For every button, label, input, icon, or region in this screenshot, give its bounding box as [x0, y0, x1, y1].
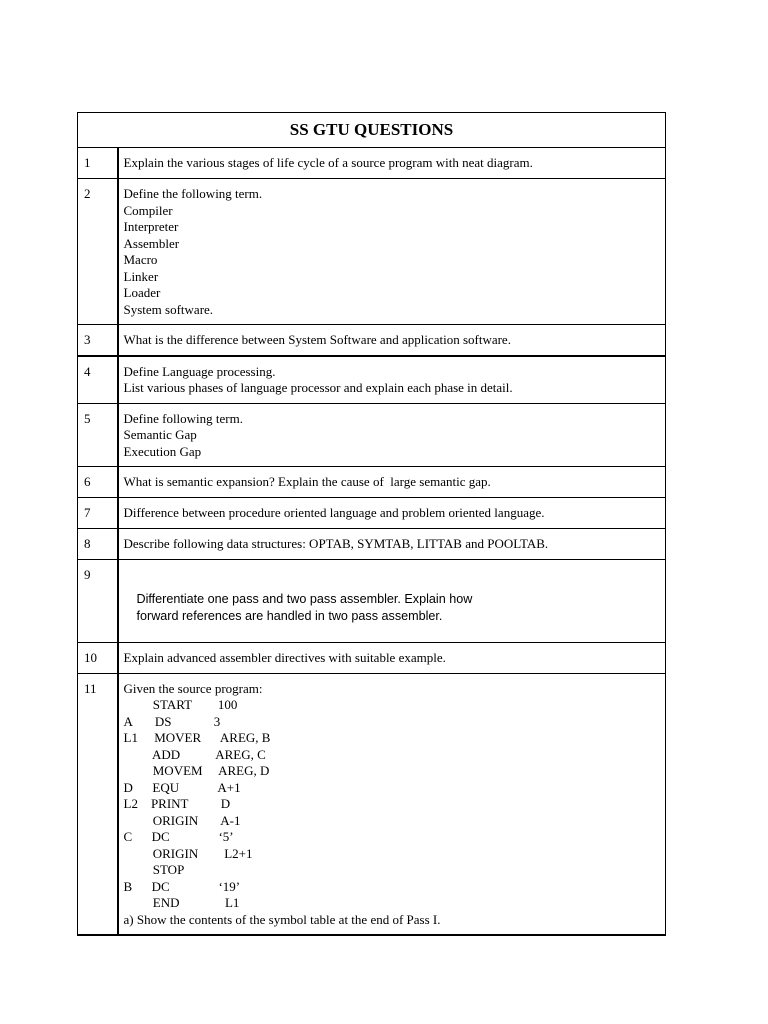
question-number: 7: [78, 498, 118, 529]
question-number: 5: [78, 403, 118, 467]
table-row: [78, 642, 666, 673]
question-number: 6: [78, 467, 118, 498]
table-row: [78, 467, 666, 498]
question-number: 3: [78, 325, 118, 356]
table-row: [78, 498, 666, 529]
question-number: 10: [78, 642, 118, 673]
question-text: What is semantic expansion? Explain the cause of large semantic gap.: [118, 467, 666, 498]
question-text: Explain the various stages of life cycle of a source program with neat diagram.: [118, 148, 666, 179]
question-number: 2: [78, 179, 118, 325]
table-row: [78, 673, 666, 935]
question-text: Define the following term. Compiler Interpreter Assembler Macro Linker Loader System software.: [118, 179, 666, 325]
question-number: 4: [78, 356, 118, 404]
question-number: 11: [78, 673, 118, 935]
question-text: Define following term. Semantic Gap Execution Gap: [118, 403, 666, 467]
table-row: [78, 148, 666, 179]
questions-table: [77, 112, 666, 936]
question-text: Explain advanced assembler directives with suitable example.: [118, 642, 666, 673]
table-row: [78, 325, 666, 356]
table-row: [78, 356, 666, 404]
question-text: Describe following data structures: OPTAB, SYMTAB, LITTAB and POOLTAB.: [118, 528, 666, 559]
question-text: Define Language processing. List various phases of language processor and explain each phase in detail.: [118, 356, 666, 404]
table-row: [78, 528, 666, 559]
table-row: [78, 403, 666, 467]
table-row: [78, 559, 666, 642]
question-number: 8: [78, 528, 118, 559]
page-title: SS GTU QUESTIONS: [78, 113, 666, 148]
title-row: [78, 113, 666, 148]
question-text: Differentiate one pass and two pass assembler. Explain how forward references are handled in two pass assembler.: [118, 559, 666, 642]
question-number: 1: [78, 148, 118, 179]
question-text: What is the difference between System Software and application software.: [118, 325, 666, 356]
table-row: [78, 179, 666, 325]
question-text: Difference between procedure oriented language and problem oriented language.: [118, 498, 666, 529]
question-text: Given the source program: START 100 A DS 3 L1 MOVER AREG, B ADD AREG, C MOVEM AREG, D D EQU A+1 L2 PRINT D ORIGIN A-1 C DC ‘5’ ORIGIN L2+1 STOP B DC ‘19’ END L1 a) Show the contents of the symbol table at the end of Pass I.: [118, 673, 666, 935]
question-number: 9: [78, 559, 118, 642]
